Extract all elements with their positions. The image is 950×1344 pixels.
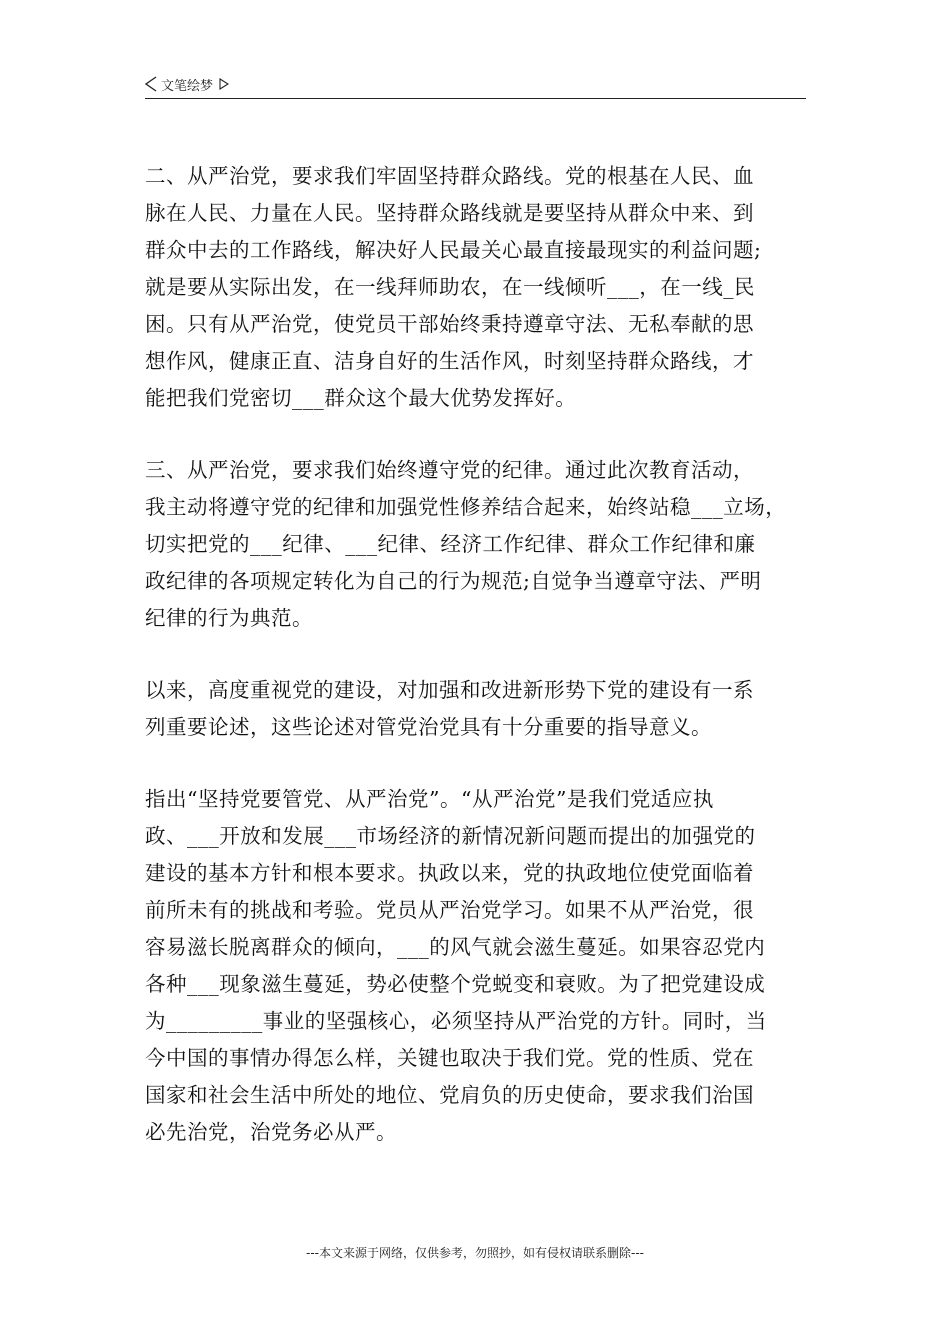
paragraph-mass-line [145,158,815,417]
text-line: 今中国的事情办得怎么样，关键也取决于我们党。党的性质、党在 [145,1046,754,1070]
text-line: 各种___现象滋生蔓延，势必使整个党蜕变和衰败。为了把党建设成 [145,972,766,996]
text-line: 三、从严治党，要求我们始终遵守党的纪律。通过此次教育活动， [145,458,754,482]
text-line: 我主动将遵守党的纪律和加强党性修养结合起来，始终站稳___立场， [145,495,787,519]
text-line: 建设的基本方针和根本要求。执政以来，党的执政地位使党面临着 [145,861,754,885]
paragraph-party-building [145,672,815,746]
text-line: 想作风，健康正直、洁身自好的生活作风，时刻坚持群众路线，才 [145,349,754,373]
text-line: 指出“坚持党要管党、从严治党”。“从严治党”是我们党适应执 [145,787,714,811]
text-line: 就是要从实际出发，在一线拜师助农，在一线倾听___，在一线_民 [145,275,755,299]
text-line: 政、___开放和发展___市场经济的新情况新问题而提出的加强党的 [145,824,756,848]
text-line: 能把我们党密切___群众这个最大优势发挥好。 [145,386,577,410]
triangle-right-icon [219,78,229,90]
text-line: 纪律的行为典范。 [145,606,313,630]
text-line: 政纪律的各项规定转化为自己的行为规范;自觉争当遵章守法、严明 [145,569,762,593]
document-body [145,158,815,1186]
text-line: 容易滋长脱离群众的倾向，___的风气就会滋生蔓延。如果容忍党内 [145,935,766,959]
page-header [145,70,806,99]
page-footer: ---本文来源于网络，仅供参考，勿照抄，如有侵权请联系删除--- [306,1246,644,1260]
text-line: 以来，高度重视党的建设，对加强和改进新形势下党的建设有一系 [145,678,754,702]
text-line: 前所未有的挑战和考验。党员从严治党学习。如果不从严治党，很 [145,898,754,922]
paragraph-strict-governance [145,781,815,1151]
text-line: 必先治党，治党务必从严。 [145,1120,397,1144]
text-line: 切实把党的___纪律、___纪律、经济工作纪律、群众工作纪律和廉 [145,532,756,556]
text-line: 列重要论述，这些论述对管党治党具有十分重要的指导意义。 [145,715,712,739]
text-line: 为_________事业的坚强核心，必须坚持从严治党的方针。同时，当 [145,1009,767,1033]
paragraph-discipline [145,452,815,637]
text-line: 困。只有从严治党，使党员干部始终秉持遵章守法、无私奉献的思 [145,312,754,336]
header-brand: 文笔绘梦 [161,78,214,94]
text-line: 二、从严治党，要求我们牢固坚持群众路线。党的根基在人民、血 [145,164,754,188]
text-line: 群众中去的工作路线，解决好人民最关心最直接最现实的利益问题; [145,238,762,262]
text-line: 脉在人民、力量在人民。坚持群众路线就是要坚持从群众中来、到 [145,201,754,225]
text-line: 国家和社会生活中所处的地位、党肩负的历史使命，要求我们治国 [145,1083,754,1107]
triangle-left-icon [145,76,157,92]
